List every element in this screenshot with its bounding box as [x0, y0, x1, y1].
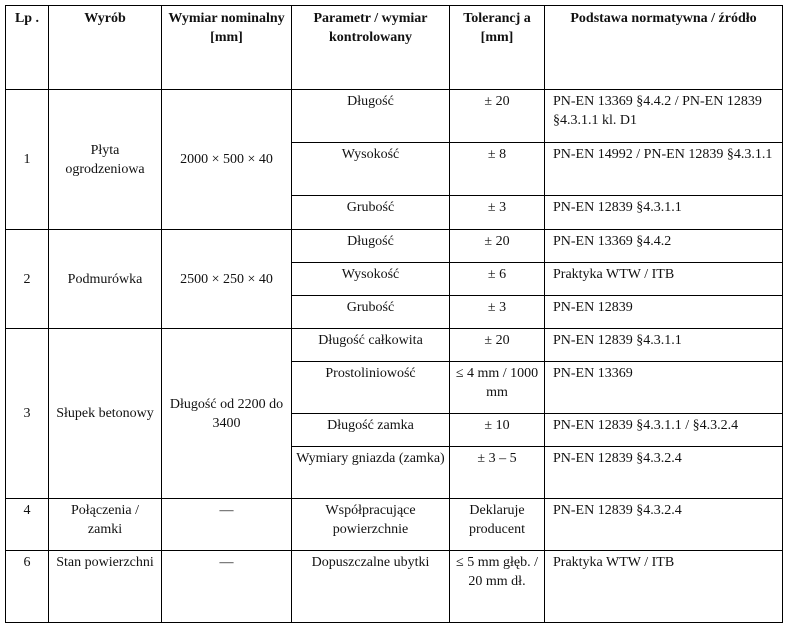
cell-tolerance: ± 3 [450, 196, 545, 230]
header-source: Podstawa normatywna / źródło [545, 6, 783, 90]
cell-parameter: Prostoliniowość [292, 362, 450, 414]
cell-tolerance: ≤ 4 mm / 1000 mm [450, 362, 545, 414]
cell-lp: 3 [6, 329, 49, 499]
cell-source: Praktyka WTW / ITB [545, 551, 783, 623]
cell-dimension: 2500 × 250 × 40 [162, 230, 292, 329]
cell-lp: 1 [6, 90, 49, 230]
cell-parameter: Grubość [292, 296, 450, 329]
cell-lp: 4 [6, 499, 49, 551]
cell-tolerance: ± 3 – 5 [450, 447, 545, 499]
cell-source: PN-EN 12839 §4.3.1.1 / §4.3.2.4 [545, 414, 783, 447]
cell-source: PN-EN 13369 [545, 362, 783, 414]
cell-tolerance: Deklaruje producent [450, 499, 545, 551]
cell-tolerance: ± 3 [450, 296, 545, 329]
header-lp: Lp . [6, 6, 49, 90]
cell-product: Połączenia / zamki [49, 499, 162, 551]
cell-source: PN-EN 12839 §4.3.2.4 [545, 499, 783, 551]
table-row [6, 230, 783, 263]
cell-tolerance: ± 6 [450, 263, 545, 296]
cell-dimension: 2000 × 500 × 40 [162, 90, 292, 230]
cell-product: Słupek betonowy [49, 329, 162, 499]
cell-parameter: Długość [292, 90, 450, 143]
cell-parameter: Długość zamka [292, 414, 450, 447]
header-row [6, 6, 783, 90]
cell-parameter: Dopuszczalne ubytki [292, 551, 450, 623]
table-row [6, 499, 783, 551]
cell-parameter: Długość [292, 230, 450, 263]
cell-parameter: Współpracujące powierzchnie [292, 499, 450, 551]
cell-parameter: Wymiary gniazda (zamka) [292, 447, 450, 499]
cell-dimension: — [162, 499, 292, 551]
cell-product: Płyta ogrodzeniowa [49, 90, 162, 230]
cell-tolerance: ± 20 [450, 329, 545, 362]
cell-source: PN-EN 13369 §4.4.2 / PN-EN 12839 §4.3.1.1 kl. D1 [545, 90, 783, 143]
cell-lp: 6 [6, 551, 49, 623]
cell-parameter: Wysokość [292, 143, 450, 196]
cell-product: Stan powierzchni [49, 551, 162, 623]
cell-parameter: Wysokość [292, 263, 450, 296]
cell-source: PN-EN 12839 §4.3.1.1 [545, 329, 783, 362]
cell-source: PN-EN 12839 §4.3.2.4 [545, 447, 783, 499]
header-tolerance: Tolerancj a [mm] [450, 6, 545, 90]
table-row [6, 551, 783, 623]
cell-source: PN-EN 14992 / PN-EN 12839 §4.3.1.1 [545, 143, 783, 196]
cell-tolerance: ± 8 [450, 143, 545, 196]
cell-tolerance: ± 20 [450, 90, 545, 143]
cell-dimension: Długość od 2200 do 3400 [162, 329, 292, 499]
cell-source: Praktyka WTW / ITB [545, 263, 783, 296]
cell-product: Podmurówka [49, 230, 162, 329]
cell-parameter: Grubość [292, 196, 450, 230]
cell-tolerance: ± 10 [450, 414, 545, 447]
cell-lp: 2 [6, 230, 49, 329]
cell-dimension: — [162, 551, 292, 623]
cell-source: PN-EN 13369 §4.4.2 [545, 230, 783, 263]
header-product: Wyrób [49, 6, 162, 90]
tolerance-table [5, 5, 783, 623]
header-nominal-dimension: Wymiar nominalny [mm] [162, 6, 292, 90]
table-row [6, 329, 783, 362]
cell-source: PN-EN 12839 [545, 296, 783, 329]
cell-tolerance: ≤ 5 mm głęb. / 20 mm dł. [450, 551, 545, 623]
cell-source: PN-EN 12839 §4.3.1.1 [545, 196, 783, 230]
table-row [6, 90, 783, 143]
header-parameter: Parametr / wymiar kontrolowany [292, 6, 450, 90]
cell-parameter: Długość całkowita [292, 329, 450, 362]
cell-tolerance: ± 20 [450, 230, 545, 263]
